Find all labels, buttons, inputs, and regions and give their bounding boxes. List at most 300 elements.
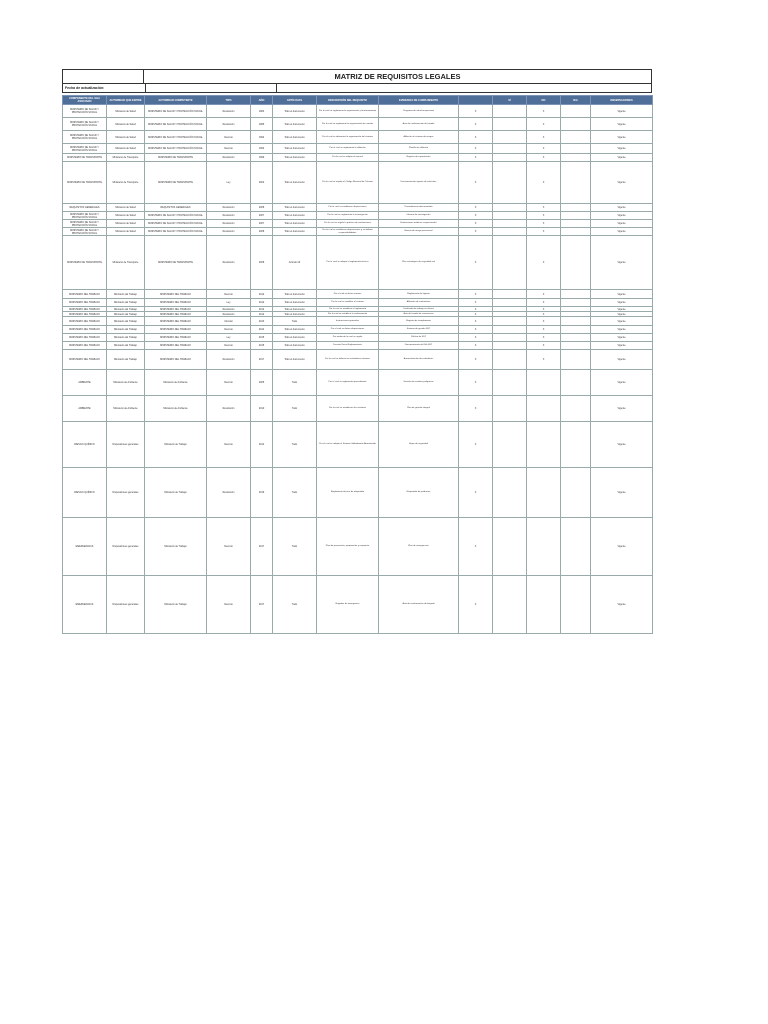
table-cell: Plan de emergencias <box>379 518 459 576</box>
update-row <box>62 84 652 93</box>
update-date-label: Fecha de actualización: <box>63 84 146 92</box>
table-cell: Todo el documento <box>273 326 317 334</box>
table-cell: Decreto <box>207 422 251 468</box>
table-cell: Ministerio de Trabajo <box>145 518 207 576</box>
table-cell: Ministerio de Salud <box>107 105 145 118</box>
table-cell: Vigente <box>591 220 653 228</box>
table-cell: Decreto <box>207 131 251 144</box>
table-cell: MINISTERIO DEL TRABAJO <box>63 307 107 312</box>
table-row <box>63 334 653 342</box>
col-header: AUTORIDAD COMPETENTE <box>145 96 207 105</box>
table-cell: Decreto <box>207 290 251 299</box>
table-cell: X <box>459 162 493 204</box>
table-cell: Vigente <box>591 576 653 634</box>
table-cell: Decreto <box>207 326 251 334</box>
table-cell: X <box>527 326 561 334</box>
table-cell: X <box>527 299 561 307</box>
table-row <box>63 105 653 118</box>
table-cell: Vigente <box>591 468 653 518</box>
table-cell: 2008 <box>251 228 273 236</box>
table-cell: 2002 <box>251 162 273 204</box>
table-cell <box>561 144 591 154</box>
table-cell: MINISTERIO DEL TRABAJO <box>63 299 107 307</box>
table-cell <box>561 334 591 342</box>
table-cell: Ministerio de Salud <box>107 220 145 228</box>
table-cell: X <box>527 220 561 228</box>
table-cell <box>493 105 527 118</box>
table-cell: Todo el documento <box>273 307 317 312</box>
table-cell: X <box>459 105 493 118</box>
table-cell: 2010 <box>251 396 273 422</box>
table-cell: Vigente <box>591 118 653 131</box>
table-cell <box>561 131 591 144</box>
table-cell: Todo el documento <box>273 220 317 228</box>
table-cell: Vigente <box>591 518 653 576</box>
table-cell: MINISTERIO DE SALUD Y PROTECCIÓN SOCIAL <box>145 144 207 154</box>
table-cell: 2008 <box>251 236 273 290</box>
col-header: EVIDENCIA DE CUMPLIMIENTO <box>379 96 459 105</box>
table-cell: Resolución <box>207 212 251 220</box>
table-cell: X <box>459 576 493 634</box>
table-cell <box>493 468 527 518</box>
table-cell: MINISTERIO DEL TRABAJO <box>63 350 107 370</box>
table-cell: Disposiciones generales <box>107 422 145 468</box>
table-cell: Todo el documento <box>273 162 317 204</box>
table-cell <box>561 317 591 326</box>
table-cell: Ley <box>207 334 251 342</box>
table-cell: 2012 <box>251 290 273 299</box>
table-row <box>63 144 653 154</box>
table-cell <box>493 370 527 396</box>
table-cell: Batería de riesgo psicosocial <box>379 228 459 236</box>
table-cell: X <box>459 468 493 518</box>
table-cell: Vigente <box>591 105 653 118</box>
table-cell: Por la cual se adopta el reglamento técnico <box>317 236 379 290</box>
table-row <box>63 422 653 468</box>
table-cell <box>493 154 527 162</box>
table-cell: Certificado de trabajo en alturas <box>379 307 459 312</box>
table-cell: Vigente <box>591 350 653 370</box>
table-cell: Circular <box>207 317 251 326</box>
table-cell: Por la cual se establecen los sistemas <box>317 396 379 422</box>
table-cell: Todo <box>273 396 317 422</box>
table-cell: MINISTERIO DEL TRABAJO <box>145 334 207 342</box>
table-cell: AMBIENTE <box>63 370 107 396</box>
table-cell: Todo <box>273 576 317 634</box>
table-cell: Todo <box>273 422 317 468</box>
table-cell: Por el cual se adopta el Sistema Globalmente Armonizado <box>317 422 379 468</box>
table-cell: Resolución <box>207 118 251 131</box>
table-cell: Afiliación al sistema de riesgos <box>379 131 459 144</box>
table-cell <box>493 350 527 370</box>
table-cell: Vigente <box>591 312 653 317</box>
table-cell: X <box>527 204 561 212</box>
table-cell: Todo <box>273 468 317 518</box>
table-cell <box>527 576 561 634</box>
table-cell: Programa de salud ocupacional <box>379 105 459 118</box>
table-row <box>63 518 653 576</box>
table-cell: MINISTERIO DEL TRABAJO <box>145 326 207 334</box>
table-row <box>63 220 653 228</box>
table-cell: X <box>527 144 561 154</box>
table-cell <box>493 396 527 422</box>
table-cell: RIESGO QUÍMICO <box>63 468 107 518</box>
table-cell: X <box>459 154 493 162</box>
table-row <box>63 212 653 220</box>
table-cell: MINISTERIO DEL TRABAJO <box>63 342 107 350</box>
table-cell: 2017 <box>251 576 273 634</box>
table-cell: 1994 <box>251 144 273 154</box>
table-cell: Todo el documento <box>273 118 317 131</box>
table-cell: Ministerio del Trabajo <box>107 326 145 334</box>
table-cell: Decreto Único Reglamentario <box>317 342 379 350</box>
table-cell: REQUISITOS GENERALES <box>63 204 107 212</box>
table-cell <box>493 131 527 144</box>
table-cell: MINISTERIO DE SALUD Y PROTECCIÓN SOCIAL <box>63 144 107 154</box>
table-cell: Ministerio de Transporte <box>107 154 145 162</box>
table-cell: Ministerio de Salud <box>107 118 145 131</box>
table-cell: 1984 <box>251 105 273 118</box>
table-cell: X <box>459 312 493 317</box>
col-header <box>459 96 493 105</box>
table-cell: X <box>527 105 561 118</box>
table-cell: EMERGENCIAS <box>63 576 107 634</box>
table-cell: MINISTERIO DE TRANSPORTE <box>63 236 107 290</box>
table-cell: Sistema de gestión SST <box>379 326 459 334</box>
table-cell: Ministerio de Trabajo <box>145 468 207 518</box>
table-cell: Todo el documento <box>273 144 317 154</box>
table-cell: Todo el documento <box>273 154 317 162</box>
table-cell: Ley <box>207 162 251 204</box>
table-cell <box>561 162 591 204</box>
table-cell: Ministerio de Salud <box>107 204 145 212</box>
table-cell: Por la cual se definen los estándares mínimos <box>317 350 379 370</box>
table-cell <box>493 118 527 131</box>
table-cell <box>493 342 527 350</box>
table-cell: Todo el documento <box>273 312 317 317</box>
table-cell: Por la cual se establecen disposiciones <box>317 204 379 212</box>
table-cell: Resolución <box>207 396 251 422</box>
table-cell: X <box>527 236 561 290</box>
table-cell <box>561 236 591 290</box>
table-cell: MINISTERIO DE SALUD Y PROTECCIÓN SOCIAL <box>145 105 207 118</box>
table-cell: 2017 <box>251 350 273 370</box>
table-cell: Por la cual se modifica el sistema <box>317 299 379 307</box>
table-cell <box>493 317 527 326</box>
table-row <box>63 154 653 162</box>
table-cell <box>561 290 591 299</box>
table-cell: Vigente <box>591 307 653 312</box>
table-cell: 2015 <box>251 334 273 342</box>
table-cell: MINISTERIO DE SALUD Y PROTECCIÓN SOCIAL <box>145 212 207 220</box>
table-cell: MINISTERIO DE SALUD Y PROTECCIÓN SOCIAL <box>63 105 107 118</box>
table-cell: MINISTERIO DEL TRABAJO <box>63 334 107 342</box>
table-cell: 2015 <box>251 342 273 350</box>
table-cell: Vigente <box>591 290 653 299</box>
title-row <box>62 69 652 84</box>
table-cell: Ley <box>207 299 251 307</box>
table-cell: Acta de conformación de brigada <box>379 576 459 634</box>
table-cell <box>493 299 527 307</box>
table-cell: Por la cual se expide el Código Nacional de Tránsito <box>317 162 379 204</box>
table-cell: 2012 <box>251 307 273 312</box>
table-cell: MINISTERIO DE TRANSPORTE <box>145 162 207 204</box>
col-header: ARTÍCULOS <box>273 96 317 105</box>
table-cell: 2012 <box>251 312 273 317</box>
table-cell: Ministerio del Trabajo <box>107 334 145 342</box>
table-cell: MINISTERIO DEL TRABAJO <box>145 299 207 307</box>
table-cell: 2007 <box>251 220 273 228</box>
table-cell: Resolución <box>207 154 251 162</box>
table-cell <box>561 204 591 212</box>
table-cell: Ministerio del Trabajo <box>107 290 145 299</box>
update-date-value[interactable] <box>146 84 277 92</box>
table-cell: Ministerio de Ambiente <box>145 370 207 396</box>
table-cell: MINISTERIO DE SALUD Y PROTECCIÓN SOCIAL <box>145 228 207 236</box>
table-cell: X <box>459 204 493 212</box>
table-cell: Por la cual se establece la conformación <box>317 312 379 317</box>
table-cell: X <box>459 307 493 312</box>
table-cell: Instrucciones generales <box>317 317 379 326</box>
table-cell: Documentación vigente de vehículos <box>379 162 459 204</box>
legal-requirements-sheet <box>62 69 652 634</box>
table-cell: 2014 <box>251 326 273 334</box>
table-cell <box>527 396 561 422</box>
table-cell <box>493 422 527 468</box>
requirements-table <box>62 95 653 634</box>
table-cell: Ministerio de Transporte <box>107 162 145 204</box>
table-cell <box>561 105 591 118</box>
table-cell: MINISTERIO DEL TRABAJO <box>145 317 207 326</box>
table-cell: Decreto <box>207 144 251 154</box>
title-left-cell <box>63 70 144 83</box>
table-cell: 1986 <box>251 118 273 131</box>
table-cell: X <box>527 312 561 317</box>
table-cell: Ministerio de Salud <box>107 228 145 236</box>
table-cell: MINISTERIO DEL TRABAJO <box>63 312 107 317</box>
table-cell: Decreto <box>207 576 251 634</box>
table-cell: MINISTERIO DE SALUD Y PROTECCIÓN SOCIAL <box>63 118 107 131</box>
table-cell: Ministerio de Ambiente <box>145 396 207 422</box>
table-cell: 2012 <box>251 299 273 307</box>
table-cell: Vigente <box>591 396 653 422</box>
table-cell: Por la cual se establece el reglamento <box>317 307 379 312</box>
table-cell <box>493 212 527 220</box>
table-cell: X <box>459 144 493 154</box>
table-cell: Ministerio de Transporte <box>107 236 145 290</box>
table-cell: Todo el documento <box>273 228 317 236</box>
table-cell: Acta de conformación del comité <box>379 118 459 131</box>
table-cell: Plan estratégico de seguridad vial <box>379 236 459 290</box>
table-cell: Resolución <box>207 312 251 317</box>
table-cell: X <box>459 220 493 228</box>
table-cell: Plan de gestión integral <box>379 396 459 422</box>
table-row <box>63 468 653 518</box>
table-cell: MINISTERIO DE TRANSPORTE <box>63 162 107 204</box>
table-cell: X <box>527 350 561 370</box>
table-cell <box>561 118 591 131</box>
col-header: OBSERVACIONES <box>591 96 653 105</box>
table-row <box>63 342 653 350</box>
table-cell: Vigente <box>591 131 653 144</box>
table-cell: Todo el documento <box>273 334 317 342</box>
table-cell: MINISTERIO DEL TRABAJO <box>63 317 107 326</box>
table-cell: Ministerio del Trabajo <box>107 299 145 307</box>
table-cell: X <box>459 290 493 299</box>
table-cell: 2005 <box>251 370 273 396</box>
table-cell <box>527 422 561 468</box>
table-cell: 2013 <box>251 317 273 326</box>
table-cell: X <box>527 118 561 131</box>
table-cell: Todo el documento <box>273 350 317 370</box>
table-row <box>63 576 653 634</box>
table-cell: Ministerio de Ambiente <box>107 370 145 396</box>
table-cell <box>493 236 527 290</box>
table-cell <box>561 350 591 370</box>
table-cell: X <box>459 212 493 220</box>
table-cell <box>561 396 591 422</box>
table-cell: Todo <box>273 370 317 396</box>
table-cell: EMERGENCIAS <box>63 518 107 576</box>
table-cell: Todo el documento <box>273 105 317 118</box>
table-cell: Ministerio del Trabajo <box>107 350 145 370</box>
table-cell: Procedimiento documentado <box>379 204 459 212</box>
table-cell: Todo el documento <box>273 290 317 299</box>
table-cell: Ministerio del Trabajo <box>107 317 145 326</box>
table-cell: Decreto <box>207 518 251 576</box>
table-cell: X <box>527 342 561 350</box>
table-cell: MINISTERIO DE SALUD Y PROTECCIÓN SOCIAL <box>63 220 107 228</box>
table-cell: Informe de investigación <box>379 212 459 220</box>
table-cell: Por la cual se reglamenta la investigación <box>317 212 379 220</box>
table-cell: MINISTERIO DEL TRABAJO <box>63 290 107 299</box>
table-cell: Resolución <box>207 236 251 290</box>
table-cell: MINISTERIO DEL TRABAJO <box>145 290 207 299</box>
table-cell: Todo el documento <box>273 131 317 144</box>
table-cell: Vigente <box>591 370 653 396</box>
table-cell: Resolución <box>207 307 251 312</box>
table-cell: Ministerio de Salud <box>107 144 145 154</box>
table-cell: 1999 <box>251 154 273 162</box>
table-cell: Ministerio de Trabajo <box>145 422 207 468</box>
table-cell: MINISTERIO DEL TRABAJO <box>145 312 207 317</box>
table-cell <box>493 290 527 299</box>
table-cell: Disposiciones generales <box>107 468 145 518</box>
table-cell: Por la cual se reglamenta la organización y funcionamiento <box>317 105 379 118</box>
table-cell: Hojas de seguridad <box>379 422 459 468</box>
table-row <box>63 162 653 204</box>
table-cell: 2017 <box>251 518 273 576</box>
table-cell: Disposiciones generales <box>107 518 145 576</box>
table-cell <box>561 228 591 236</box>
table-cell: Por medio de la cual se regula <box>317 334 379 342</box>
table-cell: X <box>527 154 561 162</box>
table-cell: X <box>527 317 561 326</box>
col-header: AÑO <box>251 96 273 105</box>
table-cell <box>561 212 591 220</box>
table-cell <box>561 342 591 350</box>
table-cell: Registro de capacitación <box>379 154 459 162</box>
table-cell: MINISTERIO DE SALUD Y PROTECCIÓN SOCIAL <box>63 131 107 144</box>
table-cell: Todo <box>273 518 317 576</box>
table-cell: MINISTERIO DE SALUD Y PROTECCIÓN SOCIAL <box>145 131 207 144</box>
col-header: NO <box>527 96 561 105</box>
table-cell: 2007 <box>251 212 273 220</box>
table-cell: Registro de cumplimiento <box>379 317 459 326</box>
table-row <box>63 370 653 396</box>
table-cell: Todo el documento <box>273 299 317 307</box>
col-header: SÍ <box>493 96 527 105</box>
table-header-row <box>63 96 653 105</box>
table-cell: X <box>459 350 493 370</box>
table-cell: Vigente <box>591 334 653 342</box>
table-cell: MINISTERIO DEL TRABAJO <box>145 342 207 350</box>
table-cell: Reglamento técnico de etiquetado <box>317 468 379 518</box>
table-cell: Por el cual se reglamenta la afiliación <box>317 144 379 154</box>
table-cell: X <box>527 307 561 312</box>
table-cell: Vigente <box>591 154 653 162</box>
table-row <box>63 290 653 299</box>
table-cell: X <box>459 518 493 576</box>
table-cell: MINISTERIO DEL TRABAJO <box>145 350 207 370</box>
table-cell: Por la cual se adopta el manual <box>317 154 379 162</box>
table-cell: Todo el documento <box>273 212 317 220</box>
page-title: MATRIZ DE REQUISITOS LEGALES <box>334 72 461 81</box>
table-cell: X <box>459 334 493 342</box>
table-cell: Afiliación de contratistas <box>379 299 459 307</box>
table-cell: Por el cual se determina la organización del sistema <box>317 131 379 144</box>
table-cell: X <box>527 212 561 220</box>
table-cell: Por la cual se regula la práctica de evaluaciones <box>317 220 379 228</box>
table-cell: Disposiciones generales <box>107 576 145 634</box>
col-header: TIPO <box>207 96 251 105</box>
table-cell: MINISTERIO DE SALUD Y PROTECCIÓN SOCIAL <box>145 118 207 131</box>
table-cell: Resolución <box>207 350 251 370</box>
table-cell: MINISTERIO DEL TRABAJO <box>145 307 207 312</box>
table-cell <box>561 576 591 634</box>
table-cell: RIESGO QUÍMICO <box>63 422 107 468</box>
table-cell: MINISTERIO DE SALUD Y PROTECCIÓN SOCIAL <box>145 220 207 228</box>
table-cell <box>561 370 591 396</box>
table-cell: MINISTERIO DEL TRABAJO <box>63 326 107 334</box>
table-cell <box>561 422 591 468</box>
table-cell: Autoevaluación de estándares <box>379 350 459 370</box>
table-cell: Por la cual se reglamenta la organización de comités <box>317 118 379 131</box>
table-cell: MINISTERIO DE SALUD Y PROTECCIÓN SOCIAL <box>63 228 107 236</box>
table-cell <box>561 326 591 334</box>
table-cell: X <box>459 422 493 468</box>
table-row <box>63 118 653 131</box>
table-cell: Plan de prevención, preparación y respuesta <box>317 518 379 576</box>
table-cell: X <box>459 228 493 236</box>
table-cell <box>561 518 591 576</box>
table-cell: Documentación del SG-SST <box>379 342 459 350</box>
table-cell: Artículo 20 <box>273 236 317 290</box>
table-cell: 2014 <box>251 422 273 468</box>
table-cell: Por la cual se establecen disposiciones y se definen responsabilidades <box>317 228 379 236</box>
table-cell: Ministerio de Salud <box>107 131 145 144</box>
table-cell: Ministerio del Trabajo <box>107 312 145 317</box>
table-row <box>63 317 653 326</box>
table-cell: Por el cual se dictan normas <box>317 290 379 299</box>
table-cell: X <box>459 118 493 131</box>
table-cell: Ministerio de Salud <box>107 212 145 220</box>
table-cell <box>527 468 561 518</box>
table-row <box>63 396 653 422</box>
table-cell: X <box>527 290 561 299</box>
table-cell: Ministerio del Trabajo <box>107 342 145 350</box>
table-cell: Vigente <box>591 236 653 290</box>
